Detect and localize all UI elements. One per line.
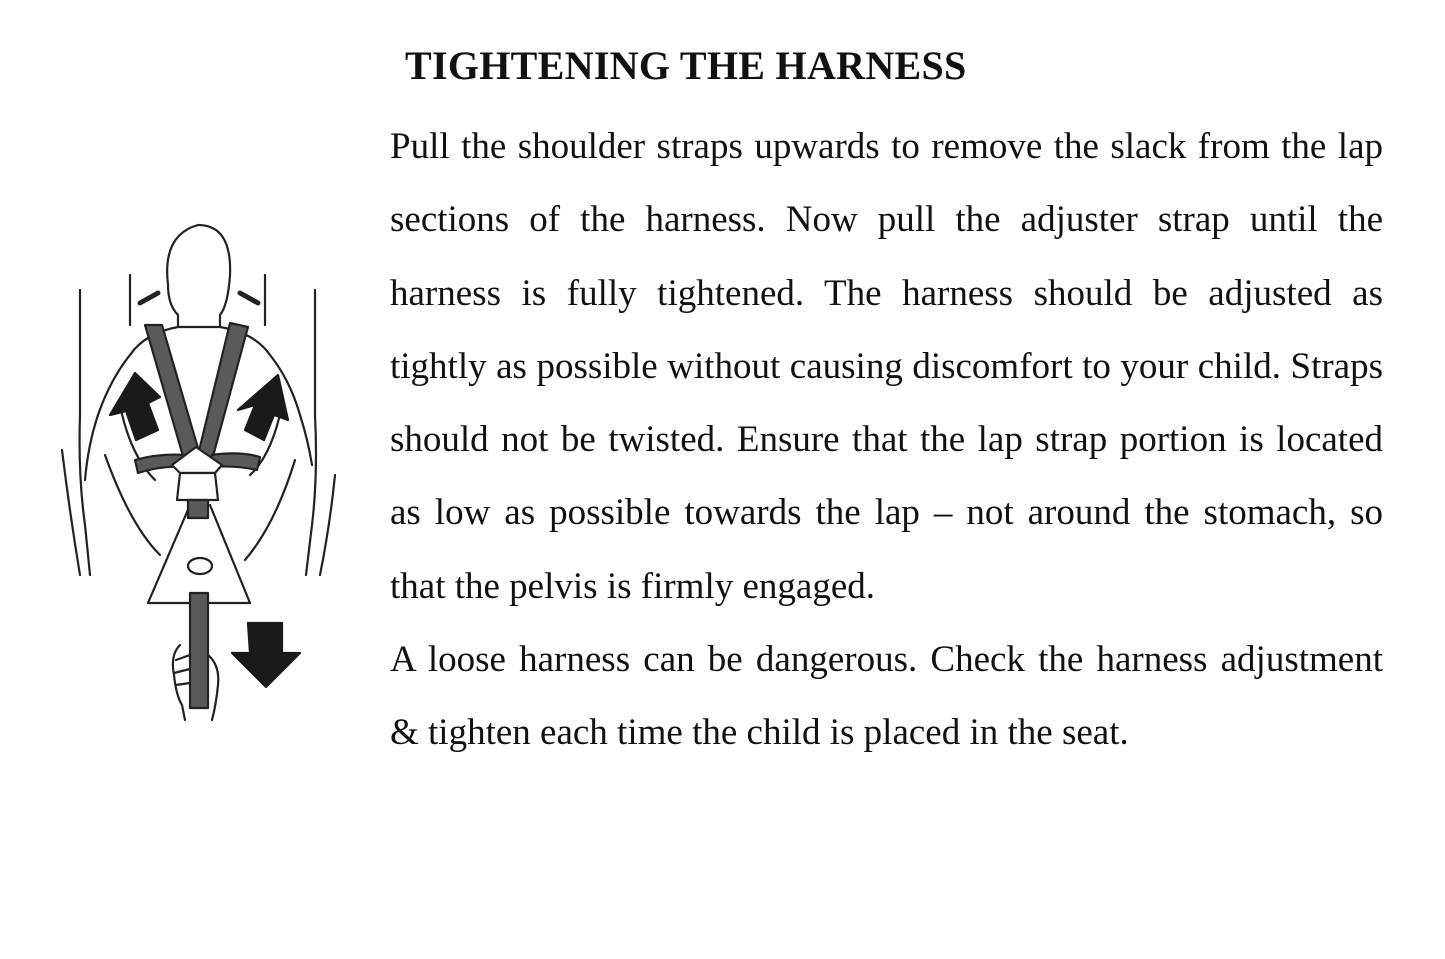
adjuster-strap [173, 593, 218, 720]
harness-illustration [50, 215, 350, 735]
child-head [140, 225, 258, 327]
page-title: TIGHTENING THE HARNESS [405, 43, 967, 88]
instructions-body [390, 110, 1383, 770]
arrow-down-icon [232, 623, 300, 687]
instruction-paragraph: Pull the shoulder straps upwards to remove the slack from the lap sections of the harness. Now pull the adjuster strap until the harness is fully tightened. The harness should be adjusted as tightly as possible without causing discomfort to your child. Straps should not be twisted. Ensure that the lap strap portion is located as low as possible towards the lap – not around the stomach, so that the pelvis is firmly engaged. [390, 126, 1383, 607]
warning-paragraph: A loose harness can be dangerous. Check the harness adjustment & tighten each time the child is placed in the seat. [390, 639, 1383, 754]
